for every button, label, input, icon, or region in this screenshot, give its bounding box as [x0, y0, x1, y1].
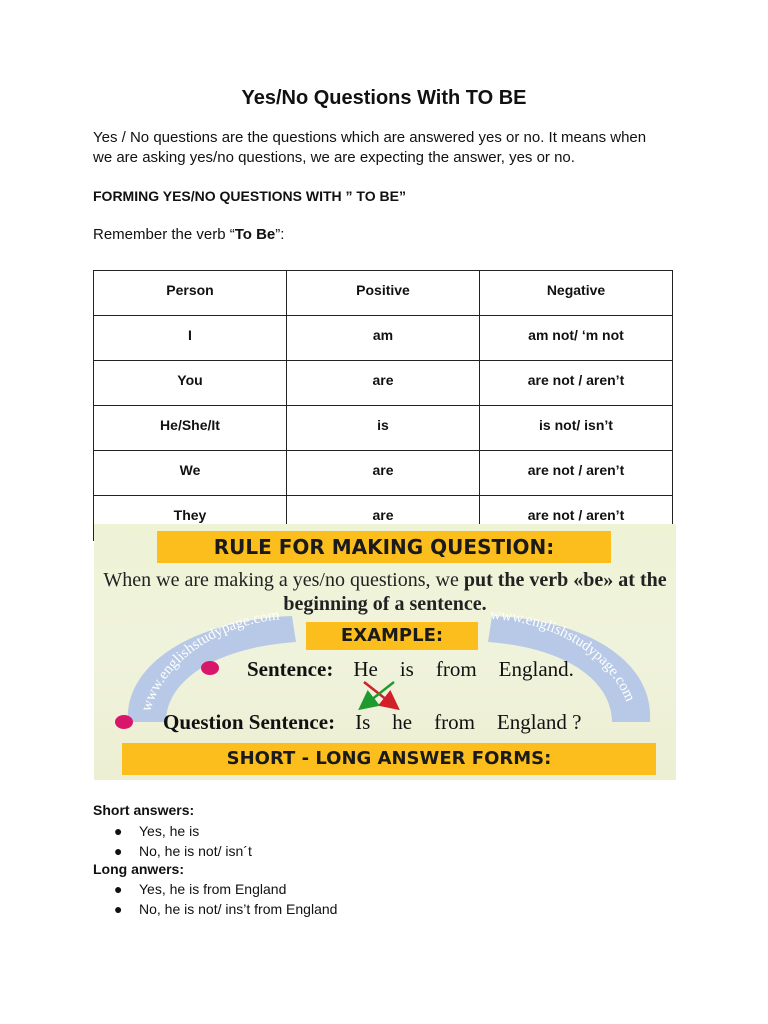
cell-person: We [94, 451, 287, 496]
cell-negative: is not/ isn’t [480, 406, 673, 451]
bullet-dot [115, 715, 133, 729]
cell-positive: are [287, 361, 480, 406]
short-answers-list [114, 821, 252, 861]
list-item [114, 841, 252, 861]
cell-person: He/She/It [94, 406, 287, 451]
table-row [94, 316, 673, 361]
cell-negative: are not / aren’t [480, 361, 673, 406]
list-item-text: No, he is not/ isn´t [139, 843, 252, 859]
remember-verb: To Be [234, 226, 276, 243]
list-item-text: Yes, he is [139, 823, 200, 839]
cell-negative: are not / aren’t [480, 496, 673, 541]
cell-person: I [94, 316, 287, 361]
cell-positive: are [287, 451, 480, 496]
cell-person: They [94, 496, 287, 541]
remember-line [93, 226, 284, 243]
short-answers-heading: Short answers: [93, 802, 195, 818]
table-row [94, 406, 673, 451]
table-header-row [94, 271, 673, 316]
question-word: he [392, 710, 413, 734]
sentence-row [247, 657, 596, 682]
sentence-word: is [399, 657, 414, 681]
bullet-icon: ● [114, 901, 123, 917]
rule-text-bold-1: put the verb «be» at the [463, 569, 667, 591]
bullet-icon: ● [114, 843, 123, 859]
list-item-text: Yes, he is from England [139, 881, 287, 897]
rule-text-bold-2: beginning of a sentence. [283, 593, 487, 615]
watermark-left: www.englishstudypage.com [138, 607, 281, 714]
cell-person: You [94, 361, 287, 406]
short-long-banner: SHORT - LONG ANSWER FORMS: [122, 743, 656, 775]
rule-text-plain: When we are making a yes/no questions, we [103, 569, 464, 591]
sentence-word: England. [498, 657, 574, 681]
list-item [114, 899, 337, 919]
question-row [163, 710, 603, 735]
list-item-text: No, he is not/ ins’t from England [139, 901, 338, 917]
intro-paragraph [93, 128, 693, 168]
column-header-positive: Positive [287, 271, 480, 316]
column-header-person: Person [94, 271, 287, 316]
long-answers-heading: Long anwers: [93, 861, 185, 877]
table-row [94, 451, 673, 496]
rule-infographic [94, 524, 676, 780]
table-row [94, 361, 673, 406]
section-heading: FORMING YES/NO QUESTIONS WITH ” TO BE” [93, 188, 406, 204]
cell-negative: am not/ ‘m not [480, 316, 673, 361]
sentence-word: from [435, 657, 477, 681]
question-word: England ? [496, 710, 582, 734]
bullet-icon: ● [114, 823, 123, 839]
intro-line-1: Yes / No questions are the questions which are answered yes or no. It means when [93, 129, 647, 146]
bullet-dot [201, 661, 219, 675]
list-item [114, 879, 337, 899]
question-word: Is [355, 710, 371, 734]
cell-positive: is [287, 406, 480, 451]
watermark-right: www.englishstudypage.com [489, 606, 638, 705]
column-header-negative: Negative [480, 271, 673, 316]
remember-after: ”: [275, 226, 285, 243]
cell-positive: am [287, 316, 480, 361]
list-item [114, 821, 252, 841]
long-answers-list [114, 879, 337, 919]
remember-before: Remember the verb “ [93, 226, 235, 243]
cell-positive: are [287, 496, 480, 541]
page-title: Yes/No Questions With TO BE [241, 87, 527, 109]
sentence-word: He [353, 657, 378, 681]
intro-line-2: we are asking yes/no questions, we are expecting the answer, yes or no. [93, 149, 575, 166]
cell-negative: are not / aren’t [480, 451, 673, 496]
question-word: from [434, 710, 475, 734]
rule-text [94, 568, 676, 616]
bullet-icon: ● [114, 881, 123, 897]
to-be-table [93, 270, 673, 541]
example-banner: EXAMPLE: [306, 622, 478, 650]
rule-banner: RULE FOR MAKING QUESTION: [157, 531, 611, 563]
sentence-label: Sentence: [247, 657, 334, 681]
question-label: Question Sentence: [163, 710, 336, 734]
